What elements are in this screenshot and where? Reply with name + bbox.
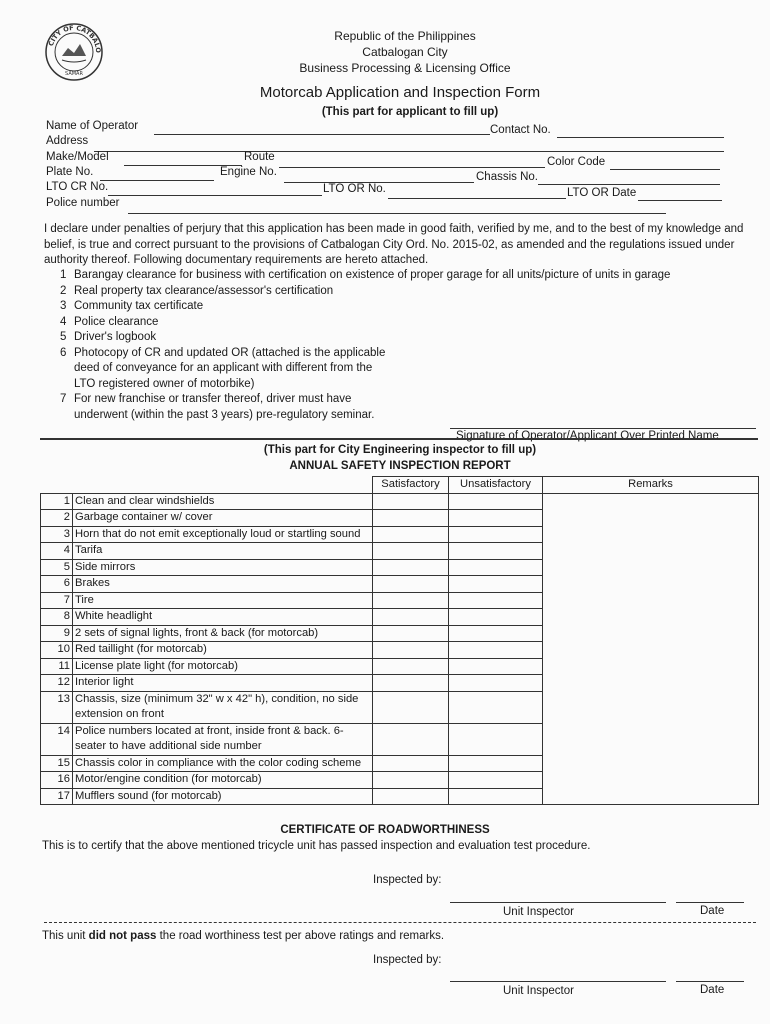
item-number: 12: [41, 675, 73, 692]
label-address: Address: [46, 135, 89, 147]
inspection-table: [40, 476, 759, 805]
satisfactory-cell[interactable]: [373, 576, 449, 593]
unsatisfactory-cell[interactable]: [449, 723, 543, 755]
unsatisfactory-cell[interactable]: [449, 493, 543, 510]
item-text: Clean and clear windshields: [73, 493, 373, 510]
unit-inspector-signature-line-2[interactable]: [450, 981, 666, 982]
unsatisfactory-cell[interactable]: [449, 788, 543, 805]
requirement-number: 1: [60, 269, 67, 281]
fail-prefix: This unit: [42, 930, 89, 942]
satisfactory-cell[interactable]: [373, 788, 449, 805]
requirement-text: Driver's logbook: [74, 331, 157, 343]
satisfactory-cell[interactable]: [373, 609, 449, 626]
col-satisfactory: Satisfactory: [373, 477, 449, 494]
satisfactory-cell[interactable]: [373, 510, 449, 527]
requirement-text: For new franchise or transfer thereof, driver must have underwent (within the past 3 years) pre-regulatory seminar.: [74, 393, 375, 421]
field-police-number[interactable]: [128, 213, 666, 214]
item-number: 15: [41, 755, 73, 772]
label-route: Route: [244, 151, 275, 163]
satisfactory-cell[interactable]: [373, 625, 449, 642]
requirement-number: 3: [60, 300, 67, 312]
inspected-by-label-2: Inspected by:: [373, 954, 442, 966]
requirement-text: Police clearance: [74, 315, 159, 328]
satisfactory-cell[interactable]: [373, 658, 449, 675]
requirement-text: Photocopy of CR and updated OR (attached is the applicable deed of conveyance for an applicant with different from the LTO registered owner of motorbike): [74, 346, 386, 390]
item-number: 2: [41, 510, 73, 527]
col-unsatisfactory: Unsatisfactory: [449, 477, 543, 494]
unit-inspector-signature-line[interactable]: [450, 902, 666, 903]
item-number: 11: [41, 658, 73, 675]
signature-label: Signature of Operator/Applicant Over Printed Name: [456, 430, 719, 442]
unsatisfactory-cell[interactable]: [449, 576, 543, 593]
unit-inspector-label: Unit Inspector: [503, 906, 574, 918]
label-make-model: Make/Model: [46, 151, 109, 163]
seal-icon: [44, 22, 104, 82]
requirement-item: [60, 315, 660, 331]
satisfactory-cell[interactable]: [373, 642, 449, 659]
field-name-of-operator[interactable]: [154, 134, 490, 135]
item-number: 3: [41, 526, 73, 543]
item-text: Interior light: [73, 675, 373, 692]
requirements-list: [60, 268, 760, 423]
item-text: Side mirrors: [73, 559, 373, 576]
satisfactory-cell[interactable]: [373, 526, 449, 543]
cut-line: [44, 922, 756, 923]
date-line-2[interactable]: [676, 981, 744, 982]
requirement-number: 5: [60, 331, 67, 343]
satisfactory-cell[interactable]: [373, 691, 449, 723]
item-text: Tarifa: [73, 543, 373, 560]
item-number: 10: [41, 642, 73, 659]
item-text: Horn that do not emit exceptionally loud or startling sound: [73, 526, 373, 543]
item-text: White headlight: [73, 609, 373, 626]
unsatisfactory-cell[interactable]: [449, 755, 543, 772]
unsatisfactory-cell[interactable]: [449, 625, 543, 642]
requirement-item: [60, 284, 660, 300]
item-number: 5: [41, 559, 73, 576]
satisfactory-cell[interactable]: [373, 723, 449, 755]
unit-inspector-label-2: Unit Inspector: [503, 985, 574, 997]
report-title: ANNUAL SAFETY INSPECTION REPORT: [289, 460, 511, 472]
item-text: Motor/engine condition (for motorcab): [73, 772, 373, 789]
requirement-text: Real property tax clearance/assessor's certification: [74, 284, 334, 297]
unsatisfactory-cell[interactable]: [449, 691, 543, 723]
form-title: Motorcab Application and Inspection Form: [259, 84, 541, 101]
requirement-item: [60, 330, 660, 346]
item-number: 8: [41, 609, 73, 626]
requirement-number: 4: [60, 315, 67, 328]
satisfactory-cell[interactable]: [373, 675, 449, 692]
date-label-2: Date: [700, 984, 725, 996]
svg-text:CITY OF CATBALOGAN: [44, 22, 102, 54]
certificate-title: CERTIFICATE OF ROADWORTHINESS: [280, 824, 490, 836]
field-lto-cr-no[interactable]: [108, 195, 322, 196]
field-contact-no[interactable]: [557, 137, 724, 138]
inspected-by-label: Inspected by:: [373, 874, 442, 886]
item-number: 6: [41, 576, 73, 593]
field-chassis-no[interactable]: [538, 184, 720, 185]
label-lto-cr-no: LTO CR No.: [46, 181, 109, 193]
label-color-code: Color Code: [547, 156, 606, 168]
item-text: Police numbers located at front, inside front & back. 6-seater to have additional side number: [73, 723, 373, 755]
requirement-item: [60, 299, 660, 315]
item-number: 13: [41, 691, 73, 723]
label-lto-or-date: LTO OR Date: [567, 187, 637, 199]
label-contact-no: Contact No.: [490, 124, 551, 136]
seal-text: CITY OF CATBALO: [46, 23, 103, 54]
label-name-of-operator: Name of Operator: [46, 120, 139, 132]
label-engine-no: Engine No.: [220, 166, 277, 178]
item-text: Red taillight (for motorcab): [73, 642, 373, 659]
unsatisfactory-cell[interactable]: [449, 559, 543, 576]
unsatisfactory-cell[interactable]: [449, 609, 543, 626]
date-line[interactable]: [676, 902, 744, 903]
unsatisfactory-cell[interactable]: [449, 510, 543, 527]
field-lto-or-no[interactable]: [388, 198, 566, 199]
unsatisfactory-cell[interactable]: [449, 658, 543, 675]
applicant-note: (This part for applicant to fill up): [321, 106, 499, 118]
label-lto-or-no: LTO OR No.: [323, 183, 386, 195]
fail-suffix: the road worthiness test per above ratings and remarks.: [156, 930, 445, 942]
unsatisfactory-cell[interactable]: [449, 526, 543, 543]
requirement-text: Community tax certificate: [74, 300, 204, 312]
header-republic: Republic of the Philippines: [334, 29, 476, 43]
field-route[interactable]: [279, 167, 545, 168]
item-text: 2 sets of signal lights, front & back (for motorcab): [73, 625, 373, 642]
satisfactory-cell[interactable]: [373, 559, 449, 576]
item-text: Tire: [73, 592, 373, 609]
item-text: License plate light (for motorcab): [73, 658, 373, 675]
label-chassis-no: Chassis No.: [476, 171, 538, 183]
item-number: 1: [41, 493, 73, 510]
fail-statement: [42, 930, 444, 942]
engineering-note: (This part for City Engineering inspector to fill up): [263, 444, 537, 456]
field-address[interactable]: [94, 151, 724, 152]
item-number: 7: [41, 592, 73, 609]
label-plate-no: Plate No.: [46, 166, 94, 178]
table-row: [41, 493, 759, 510]
header-city: Catbalogan City: [362, 45, 448, 59]
inspection-body: [41, 493, 759, 805]
unsatisfactory-cell[interactable]: [449, 675, 543, 692]
item-number: 4: [41, 543, 73, 560]
field-plate-no[interactable]: [100, 180, 214, 181]
item-number: 14: [41, 723, 73, 755]
item-text: Garbage container w/ cover: [73, 510, 373, 527]
unsatisfactory-cell[interactable]: [449, 543, 543, 560]
section-divider: [40, 438, 758, 440]
requirement-number: 6: [60, 346, 67, 359]
item-text: Mufflers sound (for motorcab): [73, 788, 373, 805]
header-office: Business Processing & Licensing Office: [299, 61, 511, 75]
item-text: Chassis, size (minimum 32" w x 42" h), condition, no side extension on front: [73, 691, 373, 723]
date-label: Date: [700, 905, 725, 917]
requirement-number: 2: [60, 284, 67, 297]
unsatisfactory-cell[interactable]: [449, 592, 543, 609]
field-color-code[interactable]: [610, 169, 720, 170]
item-number: 9: [41, 625, 73, 642]
item-text: Chassis color in compliance with the color coding scheme: [73, 755, 373, 772]
item-text: Brakes: [73, 576, 373, 593]
signature-line[interactable]: [450, 428, 756, 429]
certificate-statement: This is to certify that the above mentioned tricycle unit has passed inspection and evaluation test procedure.: [42, 840, 591, 852]
unsatisfactory-cell[interactable]: [449, 772, 543, 789]
unsatisfactory-cell[interactable]: [449, 642, 543, 659]
city-seal: [44, 22, 104, 82]
fail-emphasis: did not pass: [88, 930, 157, 942]
satisfactory-cell[interactable]: [373, 772, 449, 789]
requirement-item: [60, 346, 390, 393]
label-police-number: Police number: [46, 197, 120, 209]
declaration-text: I declare under penalties of perjury that this application has been made in good faith, verified by me, and to the best of my knowledge and belief, is true and correct pursuant to the provisions of Catbalogan City Ord. No. 2015-02, as amended and the regulations issued under authority thereof. Following documentary requirements are hereto attached.: [44, 223, 744, 266]
remarks-cell[interactable]: [543, 493, 759, 805]
satisfactory-cell[interactable]: [373, 755, 449, 772]
requirement-item: [60, 392, 390, 423]
requirement-item: [60, 268, 750, 284]
requirement-text: Barangay clearance for business with certification on existence of proper garage for all units/picture of units in garage: [74, 269, 671, 281]
satisfactory-cell[interactable]: [373, 493, 449, 510]
table-header-row: [41, 477, 759, 494]
item-number: 16: [41, 772, 73, 789]
item-number: 17: [41, 788, 73, 805]
satisfactory-cell[interactable]: [373, 592, 449, 609]
seal-bottom-text: SAMAR: [65, 71, 83, 77]
field-lto-or-date[interactable]: [638, 200, 722, 201]
col-remarks: Remarks: [543, 477, 759, 494]
satisfactory-cell[interactable]: [373, 543, 449, 560]
requirement-number: 7: [60, 393, 67, 405]
